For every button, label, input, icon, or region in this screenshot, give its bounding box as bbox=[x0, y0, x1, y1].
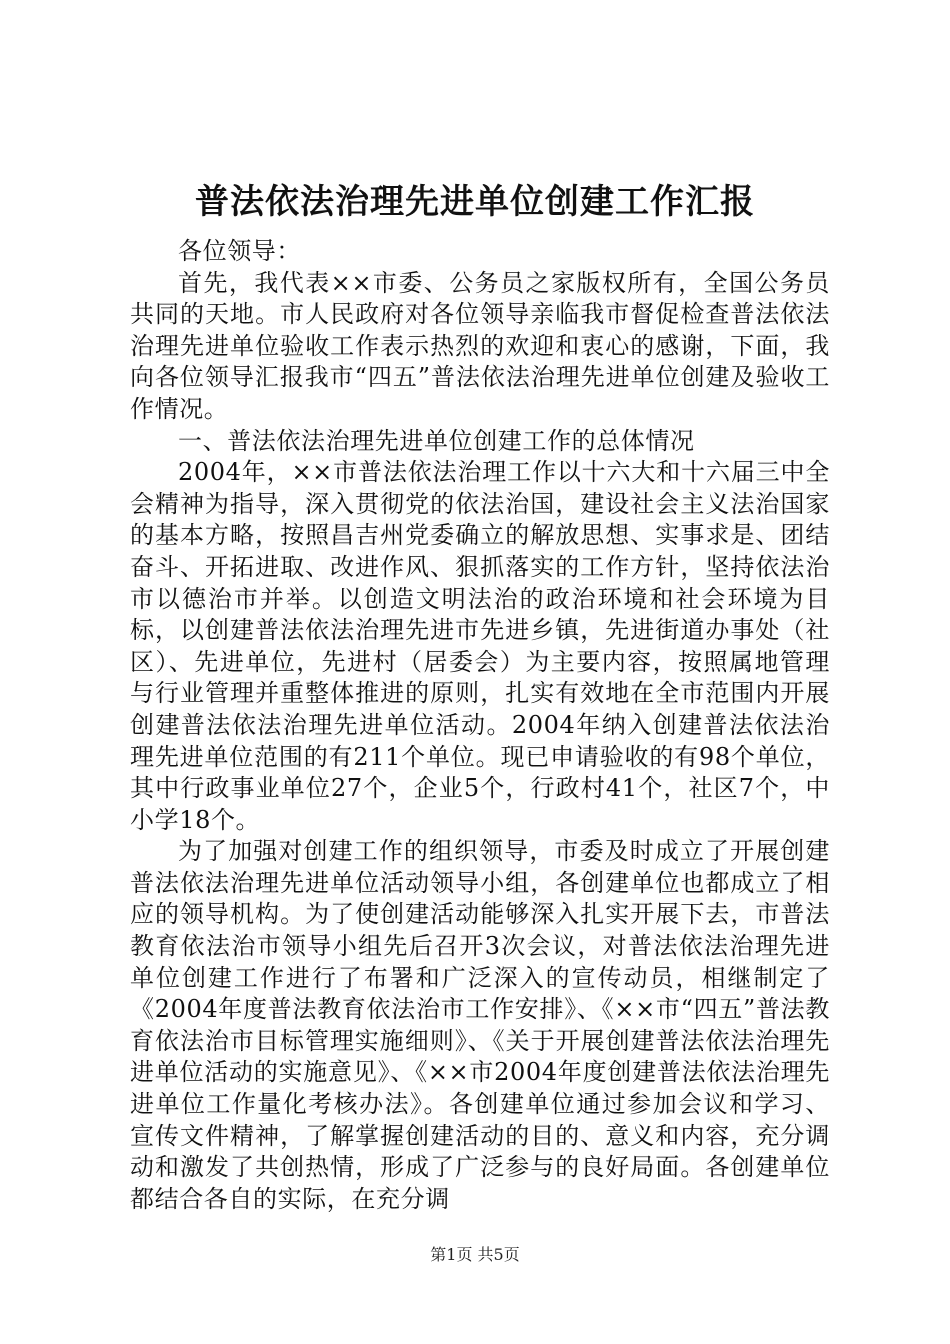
paragraph-opening: 首先，我代表××市委、公务员之家版权所有，全国公务员共同的天地。市人民政府对各位领导亲临我市督促检查普法依法治理先进单位验收工作表示热烈的欢迎和衷心的感谢，下面，我向各位领导汇报我市“四五”普法依法治理先进单位创建及验收工作情况。 bbox=[130, 268, 830, 423]
section-heading: 一、普法依法治理先进单位创建工作的总体情况 bbox=[178, 426, 695, 455]
paragraph-organization: 为了加强对创建工作的组织领导，市委及时成立了开展创建普法依法治理先进单位活动领导小组，各创建单位也都成立了相应的领导机构。为了使创建活动能够深入扎实开展下去，市普法教育依法治市领导小组先后召开3次会议，对普法依法治理先进单位创建工作进行了布署和广泛深入的宣传动员，相继制定了《2004年度普法教育依法治市工作安排》、《××市“四五”普法教育依法治市目标管理实施细则》、《关于开展创建普法依法治理先进单位活动的实施意见》、《××市2004年度创建普法依法治理先进单位工作量化考核办法》。各创建单位通过参加会议和学习、宣传文件精神，了解掌握创建活动的目的、意义和内容，充分调动和激发了共创热情，形成了广泛参与的良好局面。各创建单位都结合各自的实际，在充分调 bbox=[130, 837, 830, 1213]
salutation: 各位领导： bbox=[178, 237, 301, 265]
document-title: 普法依法治理先进单位创建工作汇报 bbox=[195, 182, 755, 222]
page-footer: 第1页 共5页 bbox=[430, 1245, 520, 1264]
paragraph-overview: 2004年，××市普法依法治理工作以十六大和十六届三中全会精神为指导，深入贯彻党的依法治国，建设社会主义法治国家的基本方略，按照昌吉州党委确立的解放思想、实事求是、团结奋斗、开拓进取、改进作风、狠抓落实的工作方针，坚持依法治市以德治市并举。以创造文明法治的政治环境和社会环境为目标，以创建普法依法治理先进市先进乡镇，先进街道办事处（社区）、先进单位，先进村（居委会）为主要内容，按照属地管理与行业管理并重整体推进的原则，扎实有效地在全市范围内开展创建普法依法治理先进单位活动。2004年纳入创建普法依法治理先进单位范围的有211个单位。现已申请验收的有98个单位，其中行政事业单位27个，企业5个，行政村41个，社区7个，中小学18个。 bbox=[130, 458, 830, 834]
document-body bbox=[130, 236, 830, 1215]
